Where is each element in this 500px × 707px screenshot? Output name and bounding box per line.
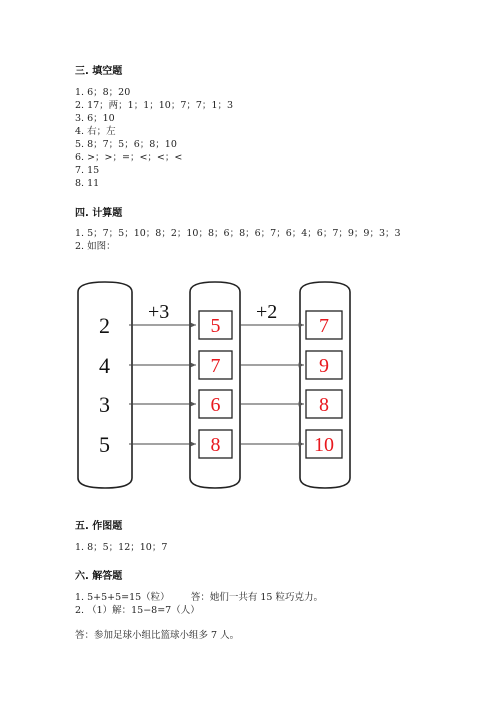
right-number: 8 <box>319 394 329 416</box>
middle-number: 7 <box>210 355 221 377</box>
op-plus2-label: +2 <box>256 301 278 323</box>
answer-line: 2. 如图： <box>75 241 116 252</box>
section-3-title: 三. 填空题 <box>75 66 123 77</box>
middle-number: 8 <box>210 434 221 456</box>
answer-line: 5. 8；7；5；6；8；10 <box>75 139 177 150</box>
answer-line: 1. 8；5；12；10；7 <box>75 542 168 553</box>
middle-number: 5 <box>210 315 221 337</box>
left-number: 5 <box>99 432 110 457</box>
right-number: 9 <box>319 355 329 377</box>
section-4-title: 四. 计算题 <box>75 208 123 219</box>
answer-line: 2. （1）解：15−8=7（人） <box>75 605 200 616</box>
left-number: 3 <box>99 392 110 417</box>
right-number: 10 <box>314 434 334 456</box>
section-5-title: 五. 作图题 <box>75 521 123 532</box>
left-number: 2 <box>99 313 110 338</box>
op-plus3-label: +3 <box>148 301 170 323</box>
answer-line: 答：参加足球小组比篮球小组多 7 人。 <box>75 630 240 641</box>
answer-line: 7. 15 <box>75 165 100 176</box>
right-number: 7 <box>319 315 329 337</box>
answer-line: 3. 6；10 <box>75 113 115 124</box>
answer-line: 1. 6；8；20 <box>75 87 131 98</box>
answer-line: 2. 17；两；1；1；10；7；7；1；3 <box>75 100 234 111</box>
answer-line: 4. 右；左 <box>75 126 116 137</box>
section-6-title: 六. 解答题 <box>75 571 123 582</box>
answer-line: 1. 5；7；5；10；8；2；10；8；6；8；6；7；6；4；6；7；9；9；3；3 <box>75 228 401 239</box>
answer-line: 1. 5+5+5=15（粒） 答：她们一共有 15 粒巧克力。 <box>75 592 323 603</box>
answer-line: 6. >；>；=；<；<；< <box>75 152 183 163</box>
answer-line: 8. 11 <box>75 178 100 189</box>
left-number: 4 <box>99 353 110 378</box>
middle-number: 6 <box>210 394 221 416</box>
